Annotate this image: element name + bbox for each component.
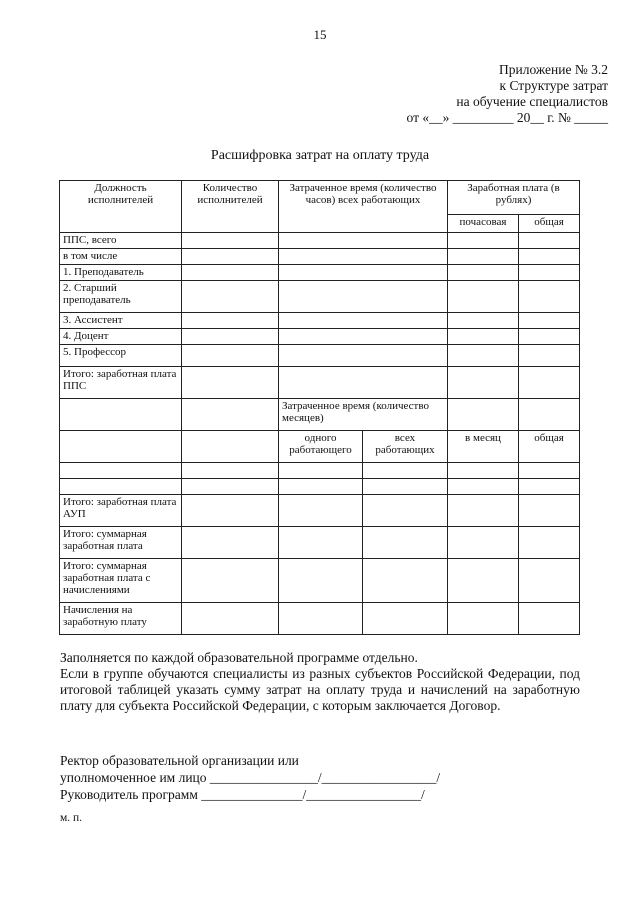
note-line: Заполняется по каждой образовательной программе отдельно. xyxy=(60,650,418,665)
notes xyxy=(60,650,580,714)
row-label: 5. Профессор xyxy=(60,345,182,367)
row-label: Итого: суммарная заработная плата xyxy=(60,527,182,559)
table-row xyxy=(60,265,580,281)
header-one-worker: одного работающего xyxy=(279,431,363,463)
signature-line: Ректор образовательной организации или xyxy=(60,753,299,768)
signature-line: Руководитель программ _______________/_________________/ xyxy=(60,787,425,802)
table-row xyxy=(60,367,580,399)
header-time-months: Затраченное время (количество месяцев) xyxy=(279,399,448,431)
appendix-header xyxy=(407,62,609,126)
row-label: 3. Ассистент xyxy=(60,313,182,329)
row-label: Начисления на заработную плату xyxy=(60,603,182,635)
table-row xyxy=(60,603,580,635)
header-time-hours: Затраченное время (количество часов) всех работающих xyxy=(279,181,448,233)
header-all-workers: всех работающих xyxy=(363,431,448,463)
row-label: 1. Преподаватель xyxy=(60,265,182,281)
header-total-aup: общая xyxy=(519,431,580,463)
appendix-line: Приложение № 3.2 xyxy=(499,62,608,77)
table-row xyxy=(60,527,580,559)
header-position: Должность исполнителей xyxy=(60,181,182,233)
row-label: 4. Доцент xyxy=(60,329,182,345)
header-hourly: почасовая xyxy=(448,215,519,233)
row-label: Итого: суммарная заработная плата с начислениями xyxy=(60,559,182,603)
appendix-line: к Структуре затрат xyxy=(499,78,608,93)
table-row xyxy=(60,345,580,367)
row-label: 2. Старший преподаватель xyxy=(60,281,182,313)
table-row xyxy=(60,399,580,431)
signature-line: уполномоченное им лицо ________________/_________________/ xyxy=(60,770,441,785)
table-row xyxy=(60,233,580,249)
table-row xyxy=(60,559,580,603)
table-row xyxy=(60,463,580,479)
row-label: в том числе xyxy=(60,249,182,265)
table-row xyxy=(60,249,580,265)
header-total: общая xyxy=(519,215,580,233)
note-paragraph: Если в группе обучаются специалисты из разных субъектов Российской Федерации, под итоговой таблицей указать сумму затрат на оплату труда и начислений на заработную плату для субъекта Российской Федерации, с которым заключается Договор. xyxy=(60,666,580,713)
document-title: Расшифровка затрат на оплату труда xyxy=(210,148,430,163)
header-salary: Заработная плата (в рублях) xyxy=(448,181,580,215)
row-label: ППС, всего xyxy=(60,233,182,249)
table-row xyxy=(60,431,580,463)
table-row xyxy=(60,281,580,313)
salary-cost-table xyxy=(59,180,580,635)
header-per-month: в месяц xyxy=(448,431,519,463)
table-row xyxy=(60,479,580,495)
stamp-mark: м. п. xyxy=(60,812,83,824)
row-label: Итого: заработная плата ППС xyxy=(60,367,182,399)
header-count: Количество исполнителей xyxy=(182,181,279,233)
row-label: Итого: заработная плата АУП xyxy=(60,495,182,527)
table-row xyxy=(60,495,580,527)
table-row xyxy=(60,313,580,329)
signature-block xyxy=(60,752,440,803)
table-row xyxy=(60,329,580,345)
appendix-line: от «__» _________ 20__ г. № _____ xyxy=(406,110,608,125)
appendix-line: на обучение специалистов xyxy=(456,94,608,109)
page-number: 15 xyxy=(313,27,327,42)
